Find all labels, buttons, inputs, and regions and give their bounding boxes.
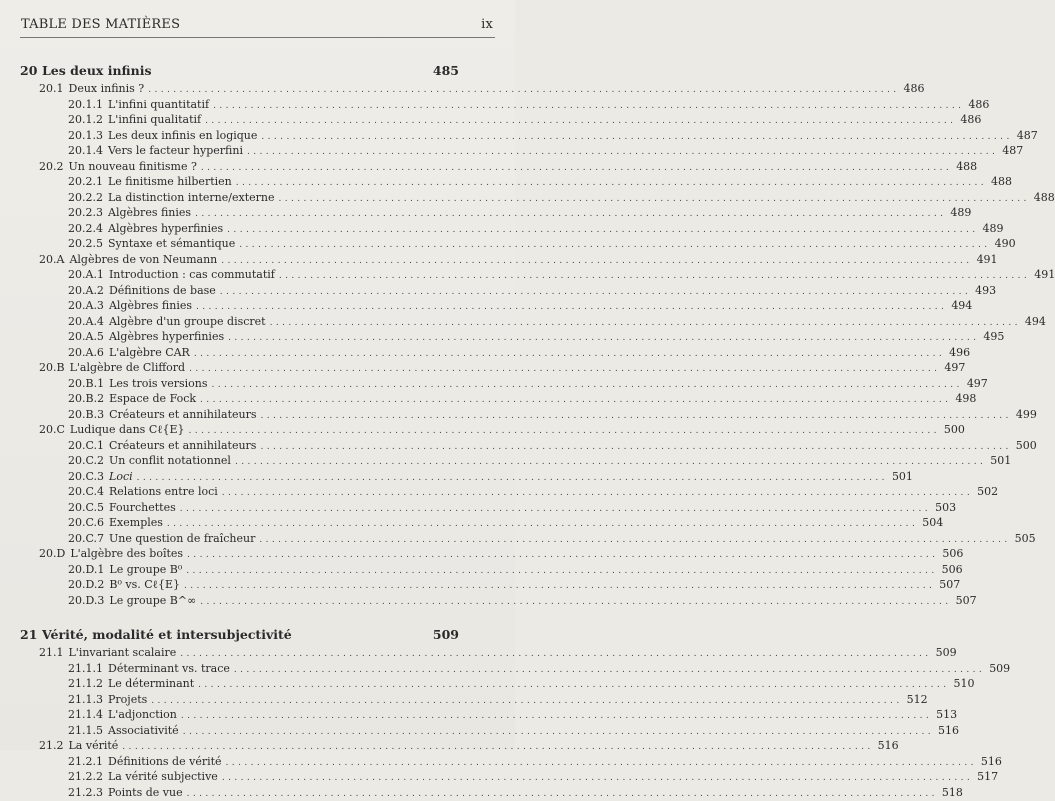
entry-number: 20.1.1: [68, 98, 103, 111]
entry-title: La vérité: [69, 739, 119, 752]
dot-leader: ........................................................................................................................: [195, 209, 946, 219]
dot-leader: ........................................................................................................................: [148, 85, 899, 95]
entry-title: Points de vue: [108, 786, 183, 799]
entry-number: 21.1.4: [68, 708, 103, 721]
entry-title: Le déterminant: [108, 677, 194, 690]
dot-leader: ........................................................................................................................: [234, 665, 985, 675]
entry-title: Déterminant vs. trace: [108, 662, 230, 675]
entry-title: B⁰ vs. Cℓ{E}: [109, 578, 180, 591]
book-page: [0, 0, 515, 750]
entry-title: Algèbres hyperfinies: [108, 222, 223, 235]
entry-number: 20.C.6: [68, 516, 104, 529]
entry-number: 21.1: [39, 646, 64, 659]
toc-subsection-entry[interactable]: [20, 129, 459, 145]
toc-subsection-entry[interactable]: [20, 408, 459, 424]
entry-title: Espace de Fock: [109, 392, 196, 405]
entry-title: L'adjonction: [108, 708, 177, 721]
entry-title: Un nouveau finitisme ?: [69, 160, 197, 173]
toc-subsection-entry[interactable]: [20, 144, 459, 160]
toc-subsection-entry[interactable]: [20, 501, 459, 517]
dot-leader: ........................................................................................................................: [137, 473, 888, 483]
entry-number: 21.2.1: [68, 755, 103, 768]
toc-subsection-entry[interactable]: [20, 113, 459, 129]
toc-subsection-entry[interactable]: [20, 693, 459, 709]
toc-subsection-entry[interactable]: [20, 439, 459, 455]
entry-title: L'infini quantitatif: [108, 98, 209, 111]
entry-number: 20.C.3: [68, 470, 104, 483]
toc-subsection-entry[interactable]: [20, 677, 459, 693]
toc-subsection-entry[interactable]: [20, 392, 459, 408]
entry-page: 487: [1002, 144, 1023, 157]
dot-leader: ........................................................................................................................: [213, 101, 964, 111]
entry-number: 21.1.1: [68, 662, 103, 675]
entry-number: 21.2.2: [68, 770, 103, 783]
entry-number: 21.1.5: [68, 724, 103, 737]
entry-page: 500: [944, 423, 965, 436]
entry-title: Associativité: [108, 724, 179, 737]
entry-title: La vérité subjective: [108, 770, 218, 783]
chapter-page: 509: [433, 627, 459, 642]
entry-number: 20.A.5: [68, 330, 104, 343]
entry-number: 20.A.3: [68, 299, 104, 312]
entry-page: 516: [981, 755, 1002, 768]
entry-number: 21.1.2: [68, 677, 103, 690]
entry-title: Un conflit notationnel: [109, 454, 231, 467]
dot-leader: ........................................................................................................................: [235, 457, 986, 467]
dot-leader: ........................................................................................................................: [200, 395, 951, 405]
header-rule: [20, 37, 495, 38]
entry-title: Créateurs et annihilateurs: [109, 408, 256, 421]
table-of-contents: [20, 63, 459, 801]
entry-page: 496: [949, 346, 970, 359]
dot-leader: ........................................................................................................................: [189, 364, 940, 374]
toc-section-entry[interactable]: [20, 82, 459, 98]
dot-leader: ........................................................................................................................: [278, 194, 1029, 204]
entry-title: Algèbre d'un groupe discret: [109, 315, 266, 328]
entry-number: 20.D: [39, 547, 65, 560]
toc-subsection-entry[interactable]: [20, 299, 459, 315]
entry-title: Algèbres de von Neumann: [69, 253, 217, 266]
entry-title: Les deux infinis en logique: [108, 129, 257, 142]
toc-subsection-entry[interactable]: [20, 237, 459, 253]
dot-leader: ........................................................................................................................: [180, 649, 931, 659]
entry-page: 486: [960, 113, 981, 126]
entry-number: 20.B: [39, 361, 65, 374]
entry-page: 486: [968, 98, 989, 111]
entry-number: 20.C: [39, 423, 65, 436]
entry-page: 516: [878, 739, 899, 752]
entry-page: 498: [955, 392, 976, 405]
entry-page: 509: [989, 662, 1010, 675]
entry-title: L'infini qualitatif: [108, 113, 201, 126]
entry-page: 488: [1034, 191, 1055, 204]
entry-number: 20.2.4: [68, 222, 103, 235]
toc-section-entry[interactable]: [20, 739, 459, 755]
dot-leader: ........................................................................................................................: [122, 742, 873, 752]
dot-leader: ........................................................................................................................: [167, 519, 918, 529]
entry-number: 20.D.2: [68, 578, 104, 591]
dot-leader: ........................................................................................................................: [226, 758, 977, 768]
entry-page: 494: [1025, 315, 1046, 328]
chapter-number: 20: [20, 63, 42, 78]
entry-title: Introduction : cas commutatif: [109, 268, 275, 281]
entry-number: 20.A.4: [68, 315, 104, 328]
dot-leader: ........................................................................................................................: [222, 488, 973, 498]
entry-title: Relations entre loci: [109, 485, 218, 498]
dot-leader: ........................................................................................................................: [221, 256, 972, 266]
entry-number: 20.D.3: [68, 594, 104, 607]
dot-leader: ........................................................................................................................: [151, 696, 902, 706]
dot-leader: ........................................................................................................................: [279, 271, 1030, 281]
toc-subsection-entry[interactable]: [20, 377, 459, 393]
dot-leader: ........................................................................................................................: [259, 535, 1010, 545]
entry-number: 20.B.3: [68, 408, 104, 421]
dot-leader: ........................................................................................................................: [183, 727, 934, 737]
toc-subsection-entry[interactable]: [20, 191, 459, 207]
entry-page: 488: [956, 160, 977, 173]
entry-title: Ludique dans Cℓ{E}: [70, 423, 185, 436]
toc-subsection-entry[interactable]: [20, 563, 459, 579]
entry-page: 488: [991, 175, 1012, 188]
entry-number: 20.1.3: [68, 129, 103, 142]
entry-number: 20.1.4: [68, 144, 103, 157]
toc-subsection-entry[interactable]: [20, 755, 459, 771]
entry-title: Définitions de base: [109, 284, 216, 297]
toc-subsection-entry[interactable]: [20, 315, 459, 331]
dot-leader: ........................................................................................................................: [201, 163, 952, 173]
dot-leader: ........................................................................................................................: [220, 287, 971, 297]
entry-title: Le groupe B⁰: [109, 563, 182, 576]
toc-subsection-entry[interactable]: [20, 175, 459, 191]
entry-number: 20.B.2: [68, 392, 104, 405]
entry-page: 513: [936, 708, 957, 721]
entry-page: 510: [953, 677, 974, 690]
dot-leader: ........................................................................................................................: [236, 178, 987, 188]
dot-leader: ........................................................................................................................: [260, 442, 1011, 452]
dot-leader: ........................................................................................................................: [270, 318, 1021, 328]
entry-page: 495: [983, 330, 1004, 343]
entry-title: Loci: [109, 470, 133, 483]
toc-section-entry[interactable]: [20, 423, 459, 439]
entry-page: 516: [938, 724, 959, 737]
entry-number: 20.2.3: [68, 206, 103, 219]
toc-subsection-entry[interactable]: [20, 330, 459, 346]
entry-page: 517: [977, 770, 998, 783]
entry-number: 20.1: [39, 82, 64, 95]
entry-page: 493: [975, 284, 996, 297]
entry-number: 21.2: [39, 739, 64, 752]
entry-number: 20.2: [39, 160, 64, 173]
toc-subsection-entry[interactable]: [20, 532, 459, 548]
chapter-title: Vérité, modalité et intersubjectivité: [42, 627, 433, 642]
dot-leader: ........................................................................................................................: [180, 504, 931, 514]
chapter-heading[interactable]: [20, 63, 459, 82]
entry-number: 20.A.6: [68, 346, 104, 359]
dot-leader: ........................................................................................................................: [261, 411, 1012, 421]
entry-title: L'algèbre CAR: [109, 346, 190, 359]
entry-number: 20.2.2: [68, 191, 103, 204]
entry-number: 20.A.2: [68, 284, 104, 297]
toc-section-entry[interactable]: [20, 361, 459, 377]
entry-page: 499: [1016, 408, 1037, 421]
entry-page: 512: [907, 693, 928, 706]
entry-title: L'algèbre de Clifford: [70, 361, 186, 374]
entry-title: Créateurs et annihilateurs: [109, 439, 256, 452]
toc-subsection-entry[interactable]: [20, 470, 459, 486]
chapter-spacer: [20, 609, 459, 627]
entry-page: 506: [942, 547, 963, 560]
toc-subsection-entry[interactable]: [20, 485, 459, 501]
entry-title: Vers le facteur hyperfini: [108, 144, 243, 157]
entry-title: Algèbres finies: [108, 206, 191, 219]
toc-section-entry[interactable]: [20, 547, 459, 563]
toc-subsection-entry[interactable]: [20, 268, 459, 284]
entry-number: 20.2.5: [68, 237, 103, 250]
entry-page: 500: [1016, 439, 1037, 452]
chapter-page: 485: [433, 63, 459, 78]
entry-number: 20.C.7: [68, 532, 104, 545]
toc-subsection-entry[interactable]: [20, 708, 459, 724]
dot-leader: ........................................................................................................................: [212, 380, 963, 390]
entry-page: 494: [951, 299, 972, 312]
chapter-heading[interactable]: [20, 627, 459, 646]
dot-leader: ........................................................................................................................: [198, 680, 949, 690]
entry-title: Deux infinis ?: [69, 82, 145, 95]
entry-page: 486: [904, 82, 925, 95]
dot-leader: ........................................................................................................................: [205, 116, 956, 126]
entry-title: Le finitisme hilbertien: [108, 175, 232, 188]
entry-title: La distinction interne/externe: [108, 191, 274, 204]
entry-number: 20.D.1: [68, 563, 104, 576]
dot-leader: ........................................................................................................................: [239, 240, 990, 250]
dot-leader: ........................................................................................................................: [187, 789, 938, 799]
entry-page: 502: [977, 485, 998, 498]
toc-subsection-entry[interactable]: [20, 578, 459, 594]
toc-subsection-entry[interactable]: [20, 98, 459, 114]
entry-page: 491: [977, 253, 998, 266]
entry-page: 504: [922, 516, 943, 529]
dot-leader: ........................................................................................................................: [181, 711, 932, 721]
entry-page: 503: [935, 501, 956, 514]
toc-subsection-entry[interactable]: [20, 516, 459, 532]
entry-title: Exemples: [109, 516, 163, 529]
dot-leader: ........................................................................................................................: [184, 581, 935, 591]
running-head: [21, 17, 493, 32]
entry-title: L'invariant scalaire: [69, 646, 177, 659]
toc-subsection-entry[interactable]: [20, 724, 459, 740]
entry-page: 491: [1034, 268, 1055, 281]
entry-title: Algèbres hyperfinies: [109, 330, 224, 343]
entry-number: 20.2.1: [68, 175, 103, 188]
toc-section-entry[interactable]: [20, 253, 459, 269]
toc-section-entry[interactable]: [20, 160, 459, 176]
dot-leader: ........................................................................................................................: [228, 333, 979, 343]
toc-subsection-entry[interactable]: [20, 594, 459, 610]
entry-number: 20.C.1: [68, 439, 104, 452]
toc-subsection-entry[interactable]: [20, 206, 459, 222]
toc-section-entry[interactable]: [20, 646, 459, 662]
toc-subsection-entry[interactable]: [20, 786, 459, 801]
entry-title: L'algèbre des boîtes: [70, 547, 183, 560]
entry-number: 20.C.2: [68, 454, 104, 467]
entry-title: Projets: [108, 693, 147, 706]
dot-leader: ........................................................................................................................: [187, 550, 938, 560]
entry-page: 501: [990, 454, 1011, 467]
dot-leader: ........................................................................................................................: [194, 349, 945, 359]
entry-number: 20.A: [39, 253, 64, 266]
entry-page: 487: [1017, 129, 1038, 142]
chapter-title: Les deux infinis: [42, 63, 433, 78]
entry-page: 509: [936, 646, 957, 659]
dot-leader: ........................................................................................................................: [200, 597, 951, 607]
entry-page: 506: [942, 563, 963, 576]
entry-page: 505: [1015, 532, 1036, 545]
dot-leader: ........................................................................................................................: [222, 773, 973, 783]
toc-subsection-entry[interactable]: [20, 346, 459, 362]
running-head-page-number: ix: [481, 17, 493, 32]
dot-leader: ........................................................................................................................: [261, 132, 1012, 142]
entry-page: 497: [967, 377, 988, 390]
entry-page: 490: [995, 237, 1016, 250]
toc-subsection-entry[interactable]: [20, 284, 459, 300]
entry-number: 20.A.1: [68, 268, 104, 281]
entry-page: 518: [942, 786, 963, 799]
toc-subsection-entry[interactable]: [20, 770, 459, 786]
entry-page: 507: [956, 594, 977, 607]
dot-leader: ........................................................................................................................: [227, 225, 978, 235]
dot-leader: ........................................................................................................................: [196, 302, 947, 312]
toc-subsection-entry[interactable]: [20, 454, 459, 470]
entry-page: 501: [892, 470, 913, 483]
dot-leader: ........................................................................................................................: [189, 426, 940, 436]
entry-title: Une question de fraîcheur: [109, 532, 255, 545]
entry-number: 20.C.5: [68, 501, 104, 514]
entry-number: 21.2.3: [68, 786, 103, 799]
entry-page: 497: [944, 361, 965, 374]
entry-title: Algèbres finies: [109, 299, 192, 312]
entry-title: Syntaxe et sémantique: [108, 237, 235, 250]
toc-subsection-entry[interactable]: [20, 222, 459, 238]
entry-number: 20.1.2: [68, 113, 103, 126]
dot-leader: ........................................................................................................................: [247, 147, 998, 157]
entry-number: 20.B.1: [68, 377, 104, 390]
entry-page: 507: [939, 578, 960, 591]
chapter-number: 21: [20, 627, 42, 642]
entry-page: 489: [950, 206, 971, 219]
entry-page: 489: [982, 222, 1003, 235]
entry-title: Le groupe B^∞: [109, 594, 196, 607]
toc-subsection-entry[interactable]: [20, 662, 459, 678]
entry-title: Définitions de vérité: [108, 755, 222, 768]
entry-title: Fourchettes: [109, 501, 176, 514]
entry-title: Les trois versions: [109, 377, 207, 390]
entry-number: 20.C.4: [68, 485, 104, 498]
dot-leader: ........................................................................................................................: [186, 566, 937, 576]
running-head-title: TABLE DES MATIÈRES: [21, 17, 180, 32]
entry-number: 21.1.3: [68, 693, 103, 706]
